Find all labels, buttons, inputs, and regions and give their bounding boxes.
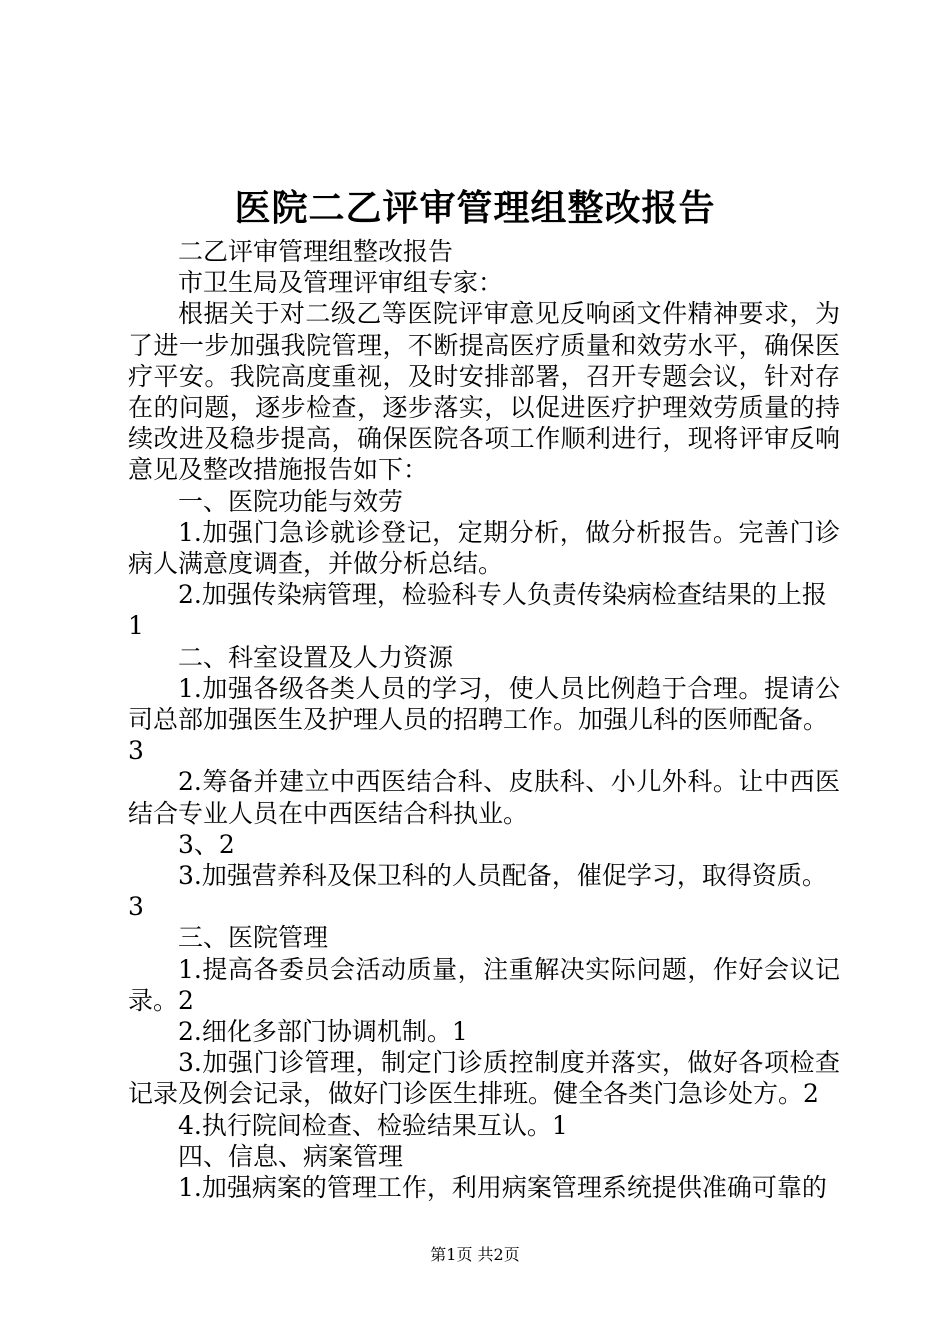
score-line: 3	[128, 892, 144, 922]
section-heading: 三、医院管理	[178, 923, 329, 953]
paragraph: 3.加强营养科及保卫科的人员配备，催促学习，取得资质。	[178, 861, 827, 891]
paragraph: 2.加强传染病管理，检验科专人负责传染病检查结果的上报	[178, 580, 827, 610]
paragraph: 1.加强门急诊就诊登记，定期分析，做分析报告。完善门诊病人满意度调查，并做分析总结。	[128, 517, 840, 579]
score-line: 3	[128, 736, 144, 766]
paragraph: 3.加强门诊管理，制定门诊质控制度并落实，做好各项检查记录及例会记录，做好门诊医生排班。健全各类门急诊处方。2	[128, 1048, 840, 1109]
paragraph: 根据关于对二级乙等医院评审意见反响函文件精神要求，为了进一步加强我院管理，不断提高医疗质量和效劳水平，确保医疗平安。我院高度重视，及时安排部署，召开专题会议，针对存在的问题，逐步检查，逐步落实，以促进医疗护理效劳质量的持续改进及稳步提高，确保医院各项工作顺利进行，现将评审反响意见及整改措施报告如下：	[128, 299, 840, 485]
paragraph: 1.提高各委员会活动质量，注重解决实际问题，作好会议记录。2	[128, 954, 840, 1015]
paragraph: 1.加强各级各类人员的学习，使人员比例趋于合理。提请公司总部加强医生及护理人员的招聘工作。加强儿科的医师配备。	[128, 673, 840, 735]
section-heading: 四、信息、病案管理	[178, 1141, 404, 1171]
page-footer: 第1页 共2页	[430, 1245, 520, 1264]
paragraph: 1.加强病案的管理工作，利用病案管理系统提供准确可靠的	[178, 1173, 827, 1203]
paragraph: 4.执行院间检查、检验结果互认。1	[178, 1110, 568, 1140]
document-title: 医院二乙评审管理组整改报告	[234, 187, 716, 229]
paragraph: 市卫生局及管理评审组专家：	[178, 268, 504, 298]
score-line: 3、2	[178, 829, 235, 859]
section-heading: 二、科室设置及人力资源	[178, 642, 454, 672]
document-body	[128, 236, 840, 1203]
score-line: 1	[128, 611, 144, 641]
paragraph: 二乙评审管理组整改报告	[178, 237, 454, 266]
paragraph: 2.细化多部门协调机制。1	[178, 1017, 468, 1047]
section-heading: 一、医院功能与效劳	[178, 486, 404, 516]
paragraph: 2.筹备并建立中西医结合科、皮肤科、小儿外科。让中西医结合专业人员在中西医结合科执业。	[128, 767, 840, 828]
